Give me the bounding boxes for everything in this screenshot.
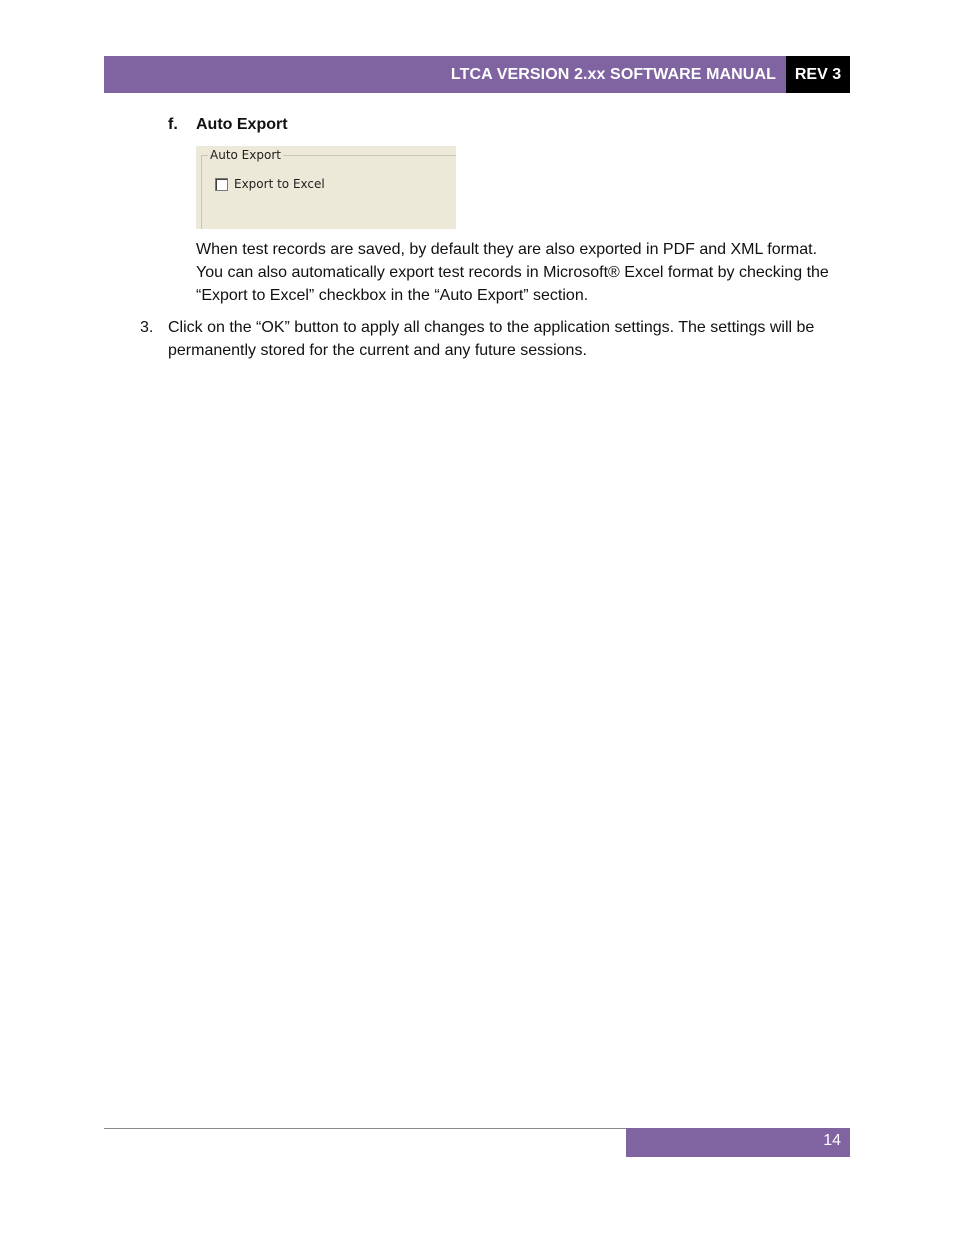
step-text: Click on the “OK” button to apply all changes to the application settings. The settings will be permanently stored for the current and any future sessions.: [168, 319, 815, 359]
export-to-excel-label: Export to Excel: [234, 177, 325, 191]
revision-badge: REV 3: [786, 56, 850, 93]
footer-rule: [104, 1128, 626, 1129]
subsection-title: Auto Export: [196, 116, 288, 133]
subsection-marker: f.: [168, 116, 178, 133]
auto-export-screenshot: [196, 146, 456, 229]
document-title: LTCA VERSION 2.xx SOFTWARE MANUAL: [450, 66, 776, 83]
subsection-heading: [168, 116, 288, 134]
step-number: 3.: [140, 319, 154, 336]
page-number: 14: [823, 1132, 841, 1149]
groupbox-label: Auto Export: [210, 148, 281, 162]
auto-export-groupbox: [201, 155, 456, 229]
footer-page-box: [626, 1128, 850, 1157]
export-to-excel-checkbox[interactable]: [215, 178, 228, 191]
header-bar: [104, 56, 786, 93]
auto-export-description: When test records are saved, by default they are also exported in PDF and XML format. You can also automatically export test records in Microsoft® Excel format by checking the “Export to Excel” checkbox in the “Auto Export” section.: [196, 241, 829, 304]
